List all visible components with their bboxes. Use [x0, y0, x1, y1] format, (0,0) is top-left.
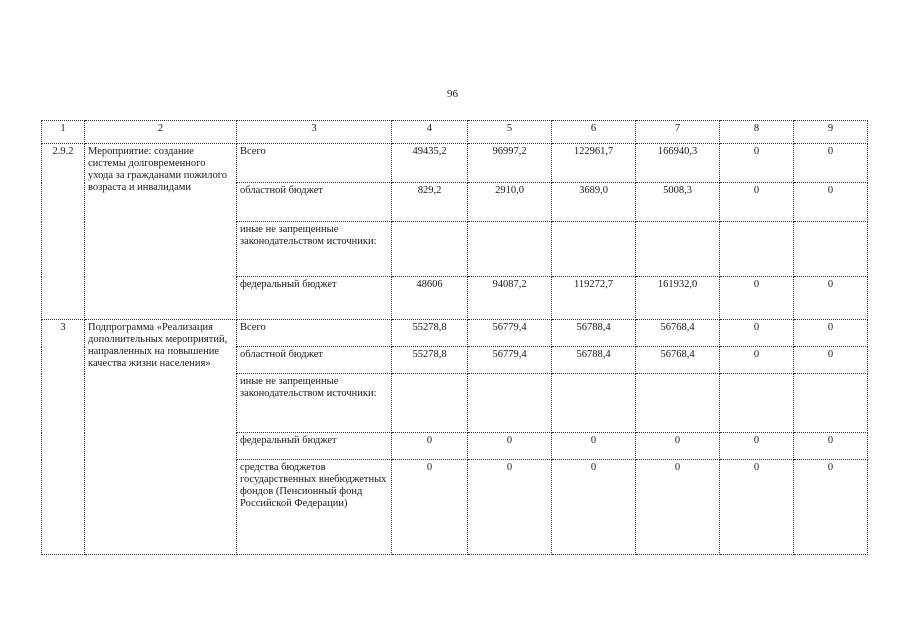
header-cell: 8 — [720, 121, 794, 144]
header-cell: 6 — [552, 121, 636, 144]
value-cell: 0 — [468, 460, 552, 555]
value-cell: 56779,4 — [468, 320, 552, 347]
value-cell: 161932,0 — [636, 277, 720, 320]
header-cell: 4 — [392, 121, 468, 144]
value-cell: 0 — [794, 433, 868, 460]
funding-source: Всего — [237, 320, 392, 347]
item-name: Подпрограмма «Реализация дополнительных мероприятий, направленных на повышение качества жизни населения» — [85, 320, 237, 555]
item-name: Мероприятие: создание системы долговременного ухода за гражданами пожилого возраста и инвалидами — [85, 144, 237, 320]
value-cell: 96997,2 — [468, 144, 552, 183]
funding-source: иные не запрещенные законодательством источники: — [237, 222, 392, 277]
value-cell: 0 — [720, 460, 794, 555]
value-cell: 48606 — [392, 277, 468, 320]
budget-table — [41, 120, 868, 555]
value-cell: 55278,8 — [392, 347, 468, 374]
value-cell — [636, 222, 720, 277]
value-cell: 0 — [794, 460, 868, 555]
item-code: 2.9.2 — [42, 144, 85, 320]
value-cell: 0 — [794, 277, 868, 320]
funding-source: федеральный бюджет — [237, 277, 392, 320]
value-cell: 0 — [392, 433, 468, 460]
value-cell: 0 — [552, 460, 636, 555]
value-cell: 56788,4 — [552, 320, 636, 347]
table-row — [42, 320, 868, 347]
value-cell — [392, 222, 468, 277]
funding-source: средства бюджетов государственных внебюджетных фондов (Пенсионный фонд Российской Федерации) — [237, 460, 392, 555]
value-cell: 0 — [552, 433, 636, 460]
value-cell — [468, 222, 552, 277]
funding-source: Всего — [237, 144, 392, 183]
value-cell — [720, 374, 794, 433]
header-cell: 9 — [794, 121, 868, 144]
value-cell — [552, 222, 636, 277]
value-cell: 94087,2 — [468, 277, 552, 320]
value-cell: 0 — [720, 320, 794, 347]
value-cell — [636, 374, 720, 433]
table-row — [42, 144, 868, 183]
value-cell: 0 — [636, 433, 720, 460]
value-cell: 56788,4 — [552, 347, 636, 374]
value-cell: 0 — [720, 433, 794, 460]
value-cell: 0 — [468, 433, 552, 460]
value-cell — [794, 222, 868, 277]
value-cell: 0 — [720, 277, 794, 320]
value-cell: 0 — [794, 347, 868, 374]
funding-source: областной бюджет — [237, 183, 392, 222]
header-cell: 7 — [636, 121, 720, 144]
value-cell — [552, 374, 636, 433]
value-cell: 0 — [794, 183, 868, 222]
value-cell: 0 — [636, 460, 720, 555]
value-cell — [468, 374, 552, 433]
value-cell: 0 — [794, 320, 868, 347]
value-cell: 0 — [392, 460, 468, 555]
value-cell: 55278,8 — [392, 320, 468, 347]
value-cell: 2910,0 — [468, 183, 552, 222]
header-cell: 2 — [85, 121, 237, 144]
funding-source: областной бюджет — [237, 347, 392, 374]
header-cell: 5 — [468, 121, 552, 144]
item-code: 3 — [42, 320, 85, 555]
header-cell: 3 — [237, 121, 392, 144]
header-row — [42, 121, 868, 144]
value-cell: 829,2 — [392, 183, 468, 222]
value-cell — [794, 374, 868, 433]
funding-source: иные не запрещенные законодательством источники: — [237, 374, 392, 433]
value-cell: 5008,3 — [636, 183, 720, 222]
value-cell: 166940,3 — [636, 144, 720, 183]
value-cell — [392, 374, 468, 433]
value-cell: 122961,7 — [552, 144, 636, 183]
value-cell: 0 — [720, 183, 794, 222]
value-cell: 56768,4 — [636, 320, 720, 347]
value-cell: 56779,4 — [468, 347, 552, 374]
value-cell: 49435,2 — [392, 144, 468, 183]
funding-source: федеральный бюджет — [237, 433, 392, 460]
header-cell: 1 — [42, 121, 85, 144]
page-number: 96 — [447, 88, 458, 100]
value-cell: 56768,4 — [636, 347, 720, 374]
value-cell: 3689,0 — [552, 183, 636, 222]
value-cell: 0 — [794, 144, 868, 183]
value-cell: 119272,7 — [552, 277, 636, 320]
value-cell — [720, 222, 794, 277]
value-cell: 0 — [720, 347, 794, 374]
value-cell: 0 — [720, 144, 794, 183]
